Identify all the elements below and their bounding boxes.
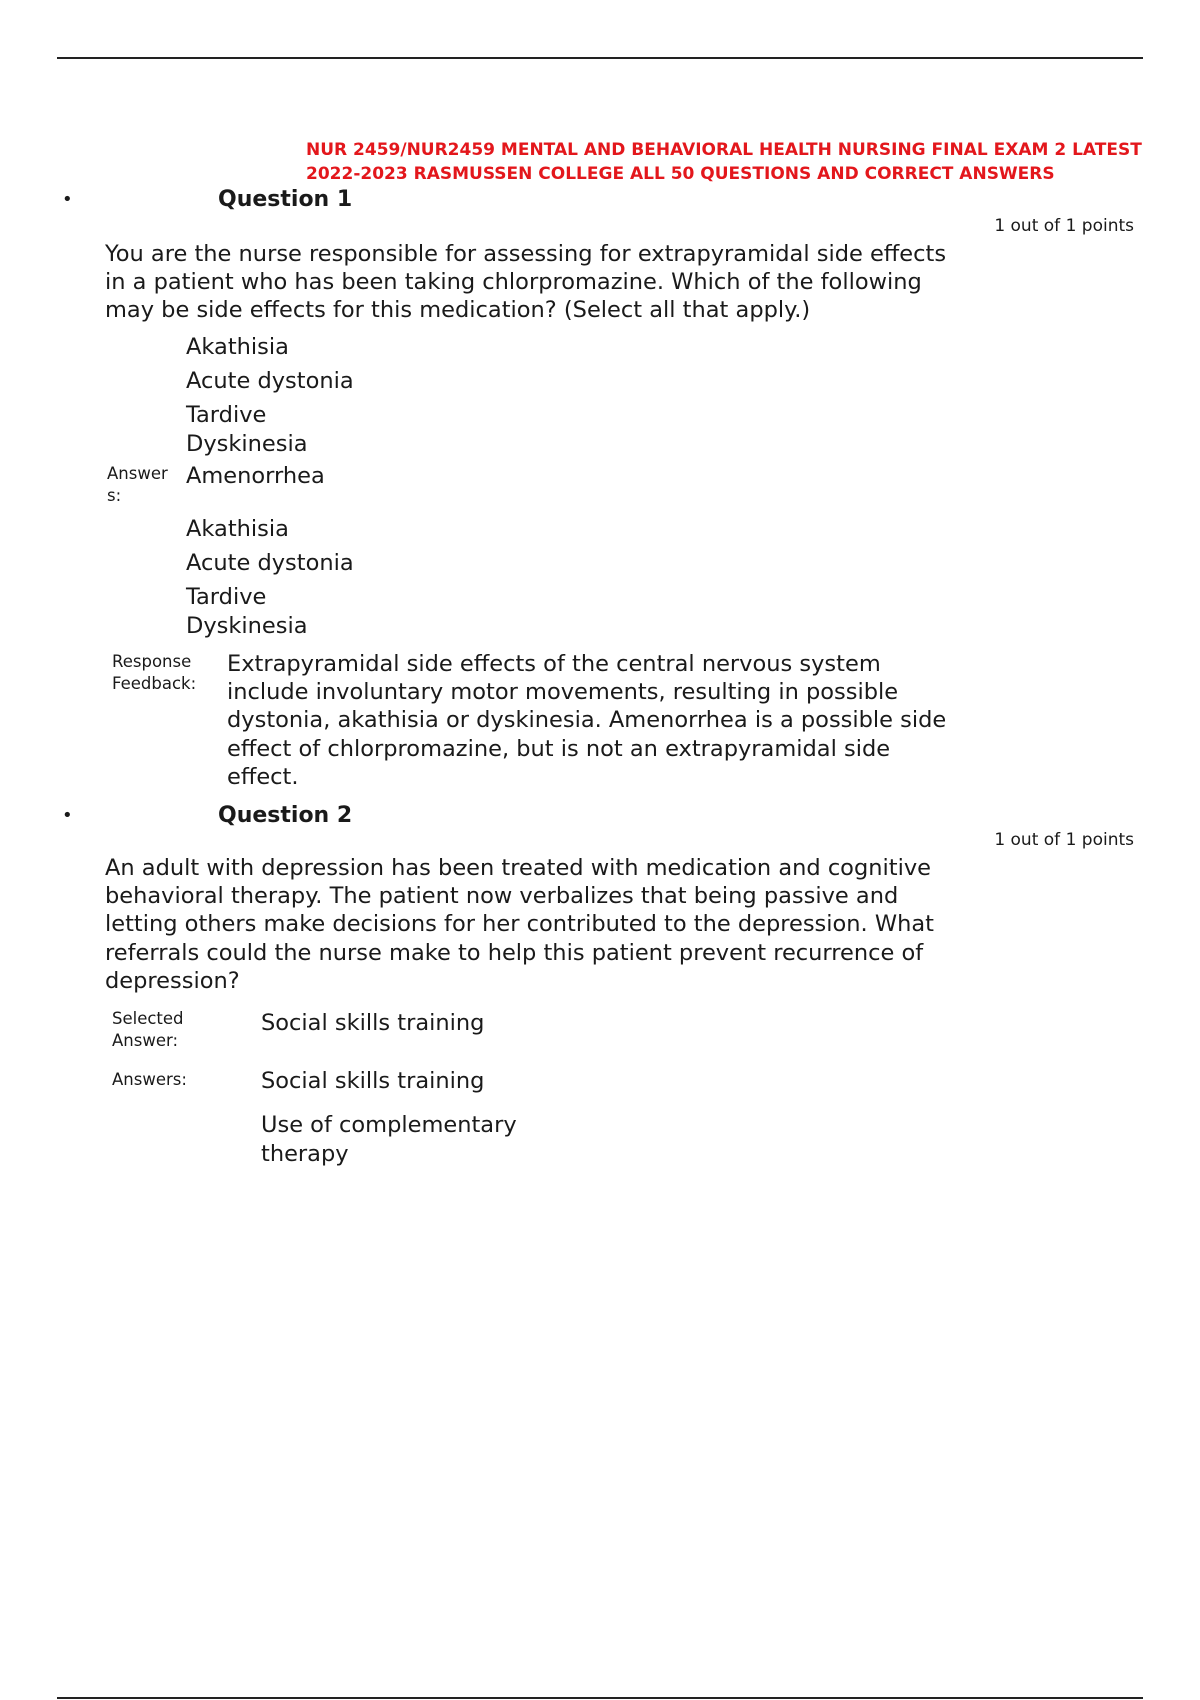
question-1-feedback-line: effect of chlorpromazine, but is not an extrapyramidal side: [227, 735, 891, 762]
question-1-feedback-line: effect.: [227, 763, 299, 790]
question-2-heading: Question 2: [218, 803, 353, 828]
question-2-selected-label-line: Selected: [112, 1009, 184, 1028]
question-2-answer-line: therapy: [261, 1140, 349, 1167]
document-title-line-1: NUR 2459/NUR2459 MENTAL AND BEHAVIORAL HEALTH NURSING FINAL EXAM 2 LATEST: [306, 140, 1142, 160]
question-1-answer: Akathisia: [186, 516, 289, 542]
question-1-text-line: You are the nurse responsible for assessing for extrapyramidal side effects: [105, 241, 947, 267]
document-title: [306, 138, 1166, 186]
question-1-feedback-line: dystonia, akathisia or dyskinesia. Amenorrhea is a possible side: [227, 707, 947, 734]
question-1-text-line: may be side effects for this medication? (Select all that apply.): [105, 297, 811, 324]
question-1-answers-label-line: Answer: [107, 464, 168, 483]
question-1-feedback-line: include involuntary motor movements, resulting in possible: [227, 679, 899, 706]
question-2-selected-answer: Social skills training: [261, 1010, 485, 1036]
question-1-selected-option: Acute dystonia: [186, 368, 354, 394]
question-2-selected-label: [112, 1008, 184, 1052]
question-2-text-line: An adult with depression has been treated with medication and cognitive: [105, 855, 931, 881]
question-1-answer-line: Dyskinesia: [186, 612, 308, 639]
question-1-feedback-label-line: Response: [112, 652, 192, 671]
question-1-answer: Acute dystonia: [186, 550, 354, 576]
question-1-answer: [186, 583, 308, 640]
question-2-text: [105, 854, 1045, 995]
question-2-text-line: behavioral therapy. The patient now verbalizes that being passive and: [105, 883, 899, 910]
question-2-answers-label: Answers:: [112, 1070, 187, 1089]
question-1-feedback-label: [112, 651, 196, 695]
question-1-selected-option-line: Dyskinesia: [186, 430, 308, 457]
question-1-text-line: in a patient who has been taking chlorpromazine. Which of the following: [105, 269, 922, 296]
question-2-bullet: •: [62, 805, 73, 826]
question-2-answer: Social skills training: [261, 1068, 485, 1094]
question-1-bullet: •: [62, 189, 73, 210]
question-1-selected-option: [186, 401, 308, 458]
bottom-rule: [57, 1697, 1143, 1699]
question-1-points: 1 out of 1 points: [994, 216, 1134, 236]
question-2-text-line: letting others make decisions for her contributed to the depression. What: [105, 911, 934, 938]
question-1-answers-label: [107, 463, 168, 507]
question-1-selected-option: Akathisia: [186, 334, 289, 360]
question-2-text-line: depression?: [105, 967, 240, 994]
question-2-selected-label-line: Answer:: [112, 1031, 179, 1050]
question-2-points: 1 out of 1 points: [994, 830, 1134, 850]
question-2-answer: [261, 1111, 517, 1168]
question-1-selected-option-line: Tardive: [186, 402, 267, 428]
question-1-feedback-line: Extrapyramidal side effects of the central nervous system: [227, 651, 881, 677]
question-1-feedback: [227, 650, 1127, 791]
question-1-answers-label-line: s:: [107, 486, 122, 505]
question-1-answer-line: Tardive: [186, 584, 267, 610]
question-1-text: [105, 240, 1045, 325]
question-2-answer-line: Use of complementary: [261, 1112, 517, 1138]
top-rule: [57, 57, 1143, 59]
document-title-line-2: 2022-2023 RASMUSSEN COLLEGE ALL 50 QUESTIONS AND CORRECT ANSWERS: [306, 164, 1055, 184]
question-2-text-line: referrals could the nurse make to help this patient prevent recurrence of: [105, 939, 924, 966]
question-1-heading: Question 1: [218, 187, 353, 212]
question-1-answer: Amenorrhea: [186, 463, 325, 489]
question-1-feedback-label-line: Feedback:: [112, 674, 197, 693]
